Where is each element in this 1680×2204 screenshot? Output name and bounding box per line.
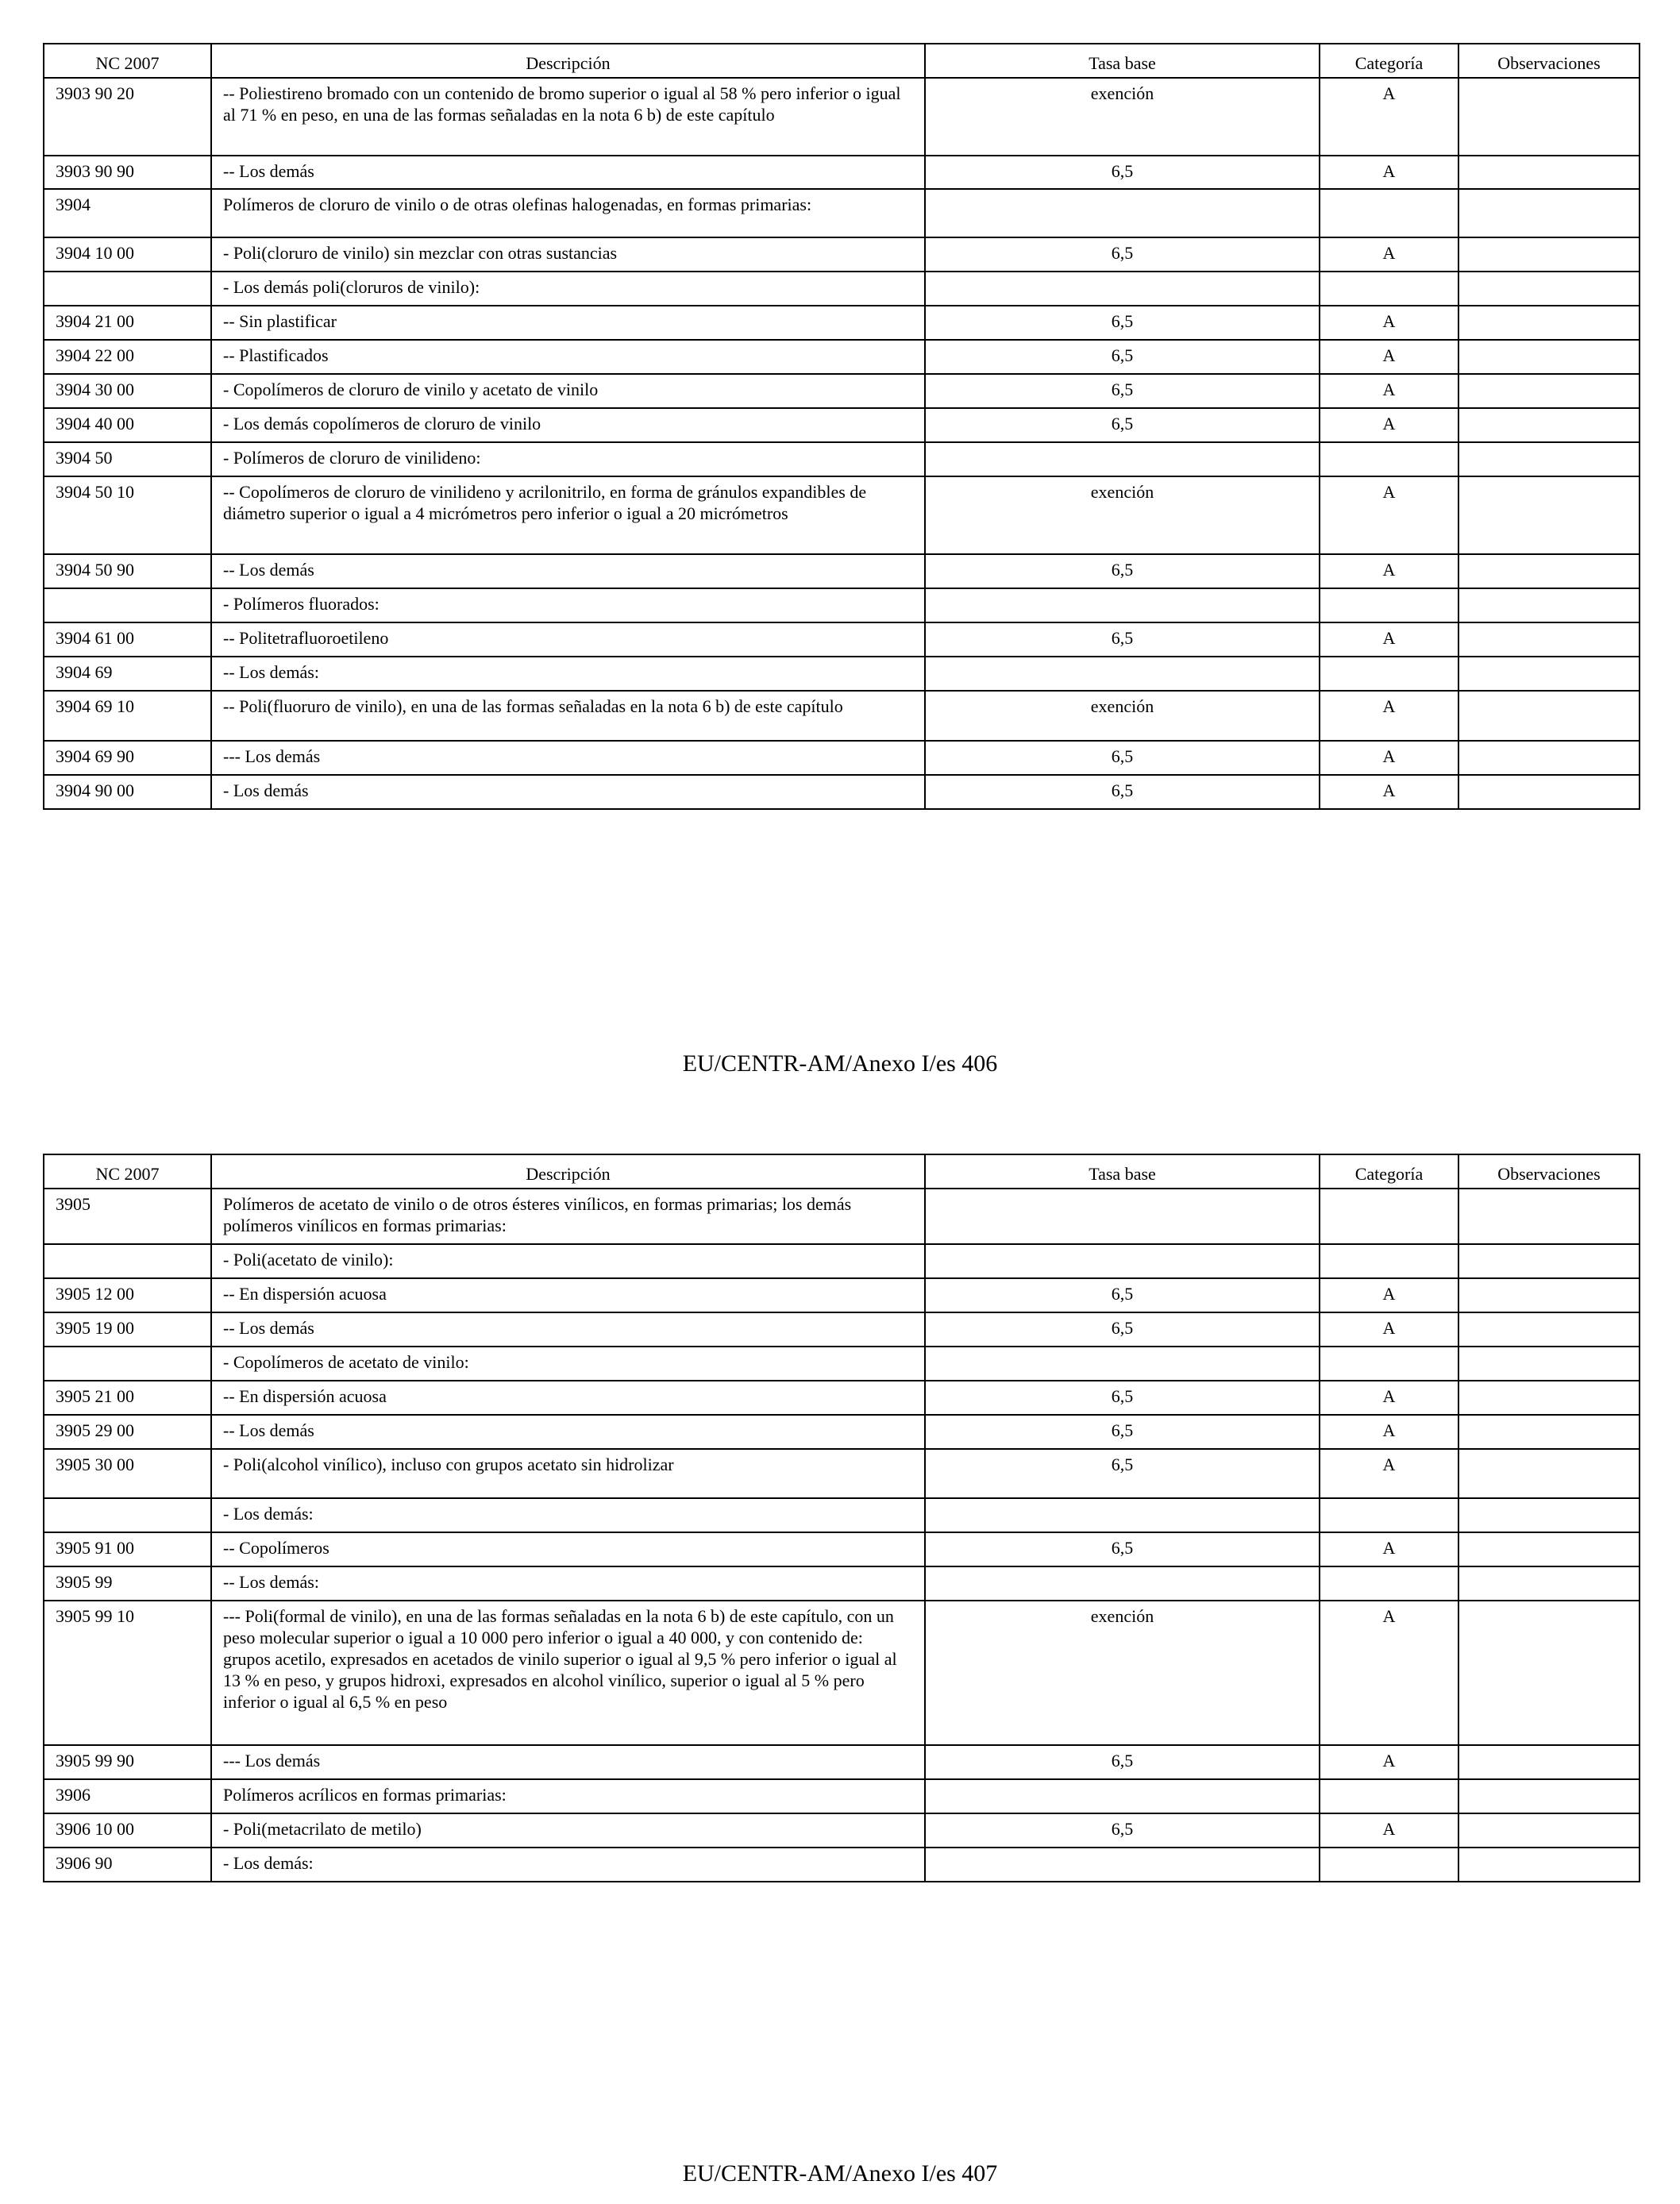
cell-observaciones bbox=[1458, 1244, 1640, 1278]
cell-nc-code bbox=[44, 272, 211, 306]
table-row bbox=[44, 78, 1640, 156]
cell-nc-code: 3905 91 00 bbox=[44, 1532, 211, 1566]
cell-observaciones bbox=[1458, 156, 1640, 189]
cell-nc-code: 3905 12 00 bbox=[44, 1278, 211, 1312]
header-categoria: Categoría bbox=[1320, 1154, 1458, 1189]
cell-observaciones bbox=[1458, 408, 1640, 442]
cell-nc-code: 3905 99 bbox=[44, 1566, 211, 1601]
table-row bbox=[44, 1813, 1640, 1848]
table-row bbox=[44, 340, 1640, 374]
table-row bbox=[44, 1415, 1640, 1449]
cell-nc-code: 3905 19 00 bbox=[44, 1312, 211, 1347]
cell-descripcion: -- Copolímeros bbox=[211, 1532, 925, 1566]
cell-nc-code: 3904 40 00 bbox=[44, 408, 211, 442]
cell-observaciones bbox=[1458, 622, 1640, 657]
cell-tasa-base bbox=[925, 1498, 1320, 1532]
cell-tasa-base bbox=[925, 272, 1320, 306]
table-row bbox=[44, 476, 1640, 554]
cell-tasa-base: 6,5 bbox=[925, 1813, 1320, 1848]
cell-observaciones bbox=[1458, 1601, 1640, 1745]
cell-tasa-base: 6,5 bbox=[925, 1415, 1320, 1449]
cell-descripcion: - Los demás bbox=[211, 775, 925, 809]
cell-tasa-base bbox=[925, 1779, 1320, 1813]
cell-observaciones bbox=[1458, 1381, 1640, 1415]
header-nc: NC 2007 bbox=[44, 44, 211, 78]
cell-descripcion: - Los demás: bbox=[211, 1498, 925, 1532]
table-header-row bbox=[44, 44, 1640, 78]
tariff-table-page-407 bbox=[43, 1154, 1640, 1882]
table-row bbox=[44, 1779, 1640, 1813]
cell-nc-code: 3904 69 10 bbox=[44, 691, 211, 741]
cell-nc-code: 3904 69 bbox=[44, 657, 211, 691]
cell-nc-code bbox=[44, 588, 211, 622]
cell-tasa-base: 6,5 bbox=[925, 775, 1320, 809]
cell-descripcion: - Polímeros fluorados: bbox=[211, 588, 925, 622]
cell-tasa-base: exención bbox=[925, 691, 1320, 741]
cell-observaciones bbox=[1458, 1532, 1640, 1566]
header-categoria: Categoría bbox=[1320, 44, 1458, 78]
cell-observaciones bbox=[1458, 1566, 1640, 1601]
cell-tasa-base: 6,5 bbox=[925, 1381, 1320, 1415]
cell-categoria: A bbox=[1320, 408, 1458, 442]
cell-nc-code: 3905 21 00 bbox=[44, 1381, 211, 1415]
cell-nc-code: 3905 99 90 bbox=[44, 1745, 211, 1779]
header-tasa-base: Tasa base bbox=[925, 1154, 1320, 1189]
cell-tasa-base: 6,5 bbox=[925, 741, 1320, 775]
cell-descripcion: --- Los demás bbox=[211, 741, 925, 775]
cell-descripcion: -- Los demás bbox=[211, 554, 925, 588]
cell-categoria: A bbox=[1320, 1813, 1458, 1848]
cell-tasa-base: 6,5 bbox=[925, 408, 1320, 442]
cell-observaciones bbox=[1458, 1745, 1640, 1779]
cell-nc-code bbox=[44, 1347, 211, 1381]
cell-descripcion: - Poli(cloruro de vinilo) sin mezclar con otras sustancias bbox=[211, 237, 925, 272]
cell-tasa-base: 6,5 bbox=[925, 1278, 1320, 1312]
cell-descripcion: - Poli(metacrilato de metilo) bbox=[211, 1813, 925, 1848]
cell-descripcion: -- Politetrafluoroetileno bbox=[211, 622, 925, 657]
cell-descripcion: - Poli(alcohol vinílico), incluso con grupos acetato sin hidrolizar bbox=[211, 1449, 925, 1498]
cell-nc-code: 3904 50 10 bbox=[44, 476, 211, 554]
table-row bbox=[44, 408, 1640, 442]
cell-descripcion: -- En dispersión acuosa bbox=[211, 1278, 925, 1312]
cell-observaciones bbox=[1458, 306, 1640, 340]
table-row bbox=[44, 1244, 1640, 1278]
cell-categoria: A bbox=[1320, 1415, 1458, 1449]
cell-nc-code: 3904 90 00 bbox=[44, 775, 211, 809]
cell-tasa-base: 6,5 bbox=[925, 1449, 1320, 1498]
cell-observaciones bbox=[1458, 1848, 1640, 1882]
cell-categoria: A bbox=[1320, 622, 1458, 657]
cell-tasa-base: 6,5 bbox=[925, 340, 1320, 374]
cell-descripcion: -- Los demás bbox=[211, 1312, 925, 1347]
cell-nc-code bbox=[44, 1244, 211, 1278]
cell-tasa-base: 6,5 bbox=[925, 156, 1320, 189]
table-row bbox=[44, 691, 1640, 741]
cell-categoria: A bbox=[1320, 476, 1458, 554]
cell-nc-code: 3903 90 20 bbox=[44, 78, 211, 156]
cell-descripcion: -- Copolímeros de cloruro de vinilideno y acrilonitrilo, en forma de gránulos expandibles de diámetro superior o igual a 4 micrómetros pero inferior o igual a 20 micrómetros bbox=[211, 476, 925, 554]
cell-categoria: A bbox=[1320, 1278, 1458, 1312]
table-row bbox=[44, 442, 1640, 476]
cell-observaciones bbox=[1458, 189, 1640, 237]
cell-observaciones bbox=[1458, 1312, 1640, 1347]
table-row bbox=[44, 554, 1640, 588]
header-nc: NC 2007 bbox=[44, 1154, 211, 1189]
cell-nc-code: 3905 30 00 bbox=[44, 1449, 211, 1498]
cell-nc-code: 3904 30 00 bbox=[44, 374, 211, 408]
cell-categoria: A bbox=[1320, 691, 1458, 741]
cell-categoria: A bbox=[1320, 237, 1458, 272]
cell-observaciones bbox=[1458, 237, 1640, 272]
cell-descripcion: -- Los demás bbox=[211, 156, 925, 189]
cell-observaciones bbox=[1458, 691, 1640, 741]
cell-categoria: A bbox=[1320, 775, 1458, 809]
table-row bbox=[44, 1449, 1640, 1498]
cell-tasa-base: 6,5 bbox=[925, 622, 1320, 657]
header-observaciones: Observaciones bbox=[1458, 1154, 1640, 1189]
cell-categoria: A bbox=[1320, 374, 1458, 408]
table-row bbox=[44, 1848, 1640, 1882]
cell-nc-code: 3904 22 00 bbox=[44, 340, 211, 374]
cell-categoria: A bbox=[1320, 340, 1458, 374]
cell-descripcion: --- Los demás bbox=[211, 1745, 925, 1779]
table-row bbox=[44, 622, 1640, 657]
table-row bbox=[44, 237, 1640, 272]
cell-descripcion: - Poli(acetato de vinilo): bbox=[211, 1244, 925, 1278]
cell-observaciones bbox=[1458, 1189, 1640, 1244]
cell-nc-code bbox=[44, 1498, 211, 1532]
table-row bbox=[44, 775, 1640, 809]
cell-tasa-base: exención bbox=[925, 78, 1320, 156]
cell-categoria bbox=[1320, 657, 1458, 691]
cell-categoria bbox=[1320, 1498, 1458, 1532]
cell-nc-code: 3904 21 00 bbox=[44, 306, 211, 340]
cell-tasa-base: 6,5 bbox=[925, 1745, 1320, 1779]
table-row bbox=[44, 741, 1640, 775]
cell-observaciones bbox=[1458, 1779, 1640, 1813]
page-footer-406: EU/CENTR-AM/Anexo I/es 406 bbox=[682, 1050, 998, 1077]
cell-categoria bbox=[1320, 272, 1458, 306]
cell-nc-code: 3905 99 10 bbox=[44, 1601, 211, 1745]
cell-nc-code: 3904 bbox=[44, 189, 211, 237]
cell-descripcion: - Polímeros de cloruro de vinilideno: bbox=[211, 442, 925, 476]
cell-nc-code: 3904 61 00 bbox=[44, 622, 211, 657]
cell-tasa-base: 6,5 bbox=[925, 306, 1320, 340]
cell-nc-code: 3904 50 bbox=[44, 442, 211, 476]
cell-categoria: A bbox=[1320, 1312, 1458, 1347]
cell-tasa-base: 6,5 bbox=[925, 1312, 1320, 1347]
cell-tasa-base: 6,5 bbox=[925, 237, 1320, 272]
cell-tasa-base: 6,5 bbox=[925, 374, 1320, 408]
cell-observaciones bbox=[1458, 272, 1640, 306]
cell-nc-code: 3905 29 00 bbox=[44, 1415, 211, 1449]
cell-tasa-base: exención bbox=[925, 476, 1320, 554]
cell-descripcion: Polímeros de cloruro de vinilo o de otras olefinas halogenadas, en formas primarias: bbox=[211, 189, 925, 237]
cell-descripcion: --- Poli(formal de vinilo), en una de las formas señaladas en la nota 6 b) de este capítulo, con un peso molecular superior o igual a 10 000 pero inferior o igual a 40 000, y con contenido de: grupos acetilo, expresados en acetados de vinilo superior o igual al 9,5 % pero inferior o igual al 13 % en peso, y grupos hidroxi, expresados en alcohol vinílico, superior o igual al 5 % pero inferior o igual al 6,5 % en peso bbox=[211, 1601, 925, 1745]
cell-categoria bbox=[1320, 189, 1458, 237]
table-row bbox=[44, 1532, 1640, 1566]
cell-tasa-base bbox=[925, 1566, 1320, 1601]
cell-observaciones bbox=[1458, 1498, 1640, 1532]
cell-categoria bbox=[1320, 1244, 1458, 1278]
cell-tasa-base bbox=[925, 1848, 1320, 1882]
cell-tasa-base: exención bbox=[925, 1601, 1320, 1745]
cell-categoria bbox=[1320, 1189, 1458, 1244]
cell-observaciones bbox=[1458, 1449, 1640, 1498]
cell-categoria: A bbox=[1320, 554, 1458, 588]
table-header-row bbox=[44, 1154, 1640, 1189]
cell-observaciones bbox=[1458, 442, 1640, 476]
table-row bbox=[44, 272, 1640, 306]
table-row bbox=[44, 1347, 1640, 1381]
cell-observaciones bbox=[1458, 775, 1640, 809]
cell-tasa-base: 6,5 bbox=[925, 554, 1320, 588]
header-descripcion: Descripción bbox=[211, 44, 925, 78]
cell-tasa-base bbox=[925, 657, 1320, 691]
table-row bbox=[44, 156, 1640, 189]
cell-categoria: A bbox=[1320, 1449, 1458, 1498]
cell-categoria: A bbox=[1320, 1601, 1458, 1745]
cell-nc-code: 3904 50 90 bbox=[44, 554, 211, 588]
table-row bbox=[44, 1566, 1640, 1601]
cell-observaciones bbox=[1458, 340, 1640, 374]
header-descripcion: Descripción bbox=[211, 1154, 925, 1189]
cell-tasa-base bbox=[925, 1189, 1320, 1244]
cell-descripcion: - Los demás: bbox=[211, 1848, 925, 1882]
tariff-table-page-406 bbox=[43, 43, 1640, 810]
cell-tasa-base bbox=[925, 442, 1320, 476]
cell-descripcion: Polímeros acrílicos en formas primarias: bbox=[211, 1779, 925, 1813]
table-row bbox=[44, 1189, 1640, 1244]
table-row bbox=[44, 189, 1640, 237]
table-row bbox=[44, 1601, 1640, 1745]
cell-observaciones bbox=[1458, 554, 1640, 588]
cell-observaciones bbox=[1458, 588, 1640, 622]
cell-categoria bbox=[1320, 1347, 1458, 1381]
cell-descripcion: - Copolímeros de acetato de vinilo: bbox=[211, 1347, 925, 1381]
cell-tasa-base bbox=[925, 588, 1320, 622]
cell-nc-code: 3904 10 00 bbox=[44, 237, 211, 272]
cell-descripcion: -- Los demás: bbox=[211, 657, 925, 691]
header-tasa-base: Tasa base bbox=[925, 44, 1320, 78]
cell-nc-code: 3904 69 90 bbox=[44, 741, 211, 775]
cell-categoria bbox=[1320, 1566, 1458, 1601]
cell-tasa-base bbox=[925, 1244, 1320, 1278]
cell-categoria bbox=[1320, 588, 1458, 622]
cell-nc-code: 3906 10 00 bbox=[44, 1813, 211, 1848]
table-row bbox=[44, 1278, 1640, 1312]
cell-observaciones bbox=[1458, 1415, 1640, 1449]
cell-nc-code: 3903 90 90 bbox=[44, 156, 211, 189]
cell-tasa-base bbox=[925, 189, 1320, 237]
cell-descripcion: -- En dispersión acuosa bbox=[211, 1381, 925, 1415]
table-row bbox=[44, 657, 1640, 691]
cell-categoria bbox=[1320, 442, 1458, 476]
cell-descripcion: - Los demás poli(cloruros de vinilo): bbox=[211, 272, 925, 306]
cell-categoria: A bbox=[1320, 306, 1458, 340]
cell-descripcion: Polímeros de acetato de vinilo o de otros ésteres vinílicos, en formas primarias; los demás polímeros vinílicos en formas primarias: bbox=[211, 1189, 925, 1244]
cell-descripcion: -- Sin plastificar bbox=[211, 306, 925, 340]
cell-observaciones bbox=[1458, 476, 1640, 554]
cell-categoria: A bbox=[1320, 1745, 1458, 1779]
cell-descripcion: - Copolímeros de cloruro de vinilo y acetato de vinilo bbox=[211, 374, 925, 408]
cell-observaciones bbox=[1458, 374, 1640, 408]
cell-observaciones bbox=[1458, 1278, 1640, 1312]
cell-observaciones bbox=[1458, 78, 1640, 156]
table-row bbox=[44, 306, 1640, 340]
cell-nc-code: 3906 bbox=[44, 1779, 211, 1813]
page-footer-407: EU/CENTR-AM/Anexo I/es 407 bbox=[682, 2160, 998, 2187]
cell-tasa-base: 6,5 bbox=[925, 1532, 1320, 1566]
cell-observaciones bbox=[1458, 1347, 1640, 1381]
cell-descripcion: -- Poliestireno bromado con un contenido de bromo superior o igual al 58 % pero inferior o igual al 71 % en peso, en una de las formas señaladas en la nota 6 b) de este capítulo bbox=[211, 78, 925, 156]
cell-descripcion: - Los demás copolímeros de cloruro de vinilo bbox=[211, 408, 925, 442]
cell-observaciones bbox=[1458, 1813, 1640, 1848]
cell-descripcion: -- Los demás: bbox=[211, 1566, 925, 1601]
cell-tasa-base bbox=[925, 1347, 1320, 1381]
cell-observaciones bbox=[1458, 741, 1640, 775]
cell-descripcion: -- Poli(fluoruro de vinilo), en una de las formas señaladas en la nota 6 b) de este capítulo bbox=[211, 691, 925, 741]
table-row bbox=[44, 374, 1640, 408]
cell-categoria: A bbox=[1320, 1381, 1458, 1415]
cell-categoria bbox=[1320, 1848, 1458, 1882]
cell-nc-code: 3905 bbox=[44, 1189, 211, 1244]
table-row bbox=[44, 1312, 1640, 1347]
table-row bbox=[44, 588, 1640, 622]
cell-descripcion: -- Los demás bbox=[211, 1415, 925, 1449]
table-row bbox=[44, 1745, 1640, 1779]
cell-categoria: A bbox=[1320, 741, 1458, 775]
cell-nc-code: 3906 90 bbox=[44, 1848, 211, 1882]
header-observaciones: Observaciones bbox=[1458, 44, 1640, 78]
cell-categoria: A bbox=[1320, 78, 1458, 156]
cell-categoria: A bbox=[1320, 156, 1458, 189]
cell-categoria: A bbox=[1320, 1532, 1458, 1566]
cell-descripcion: -- Plastificados bbox=[211, 340, 925, 374]
table-row bbox=[44, 1498, 1640, 1532]
cell-observaciones bbox=[1458, 657, 1640, 691]
cell-categoria bbox=[1320, 1779, 1458, 1813]
table-row bbox=[44, 1381, 1640, 1415]
